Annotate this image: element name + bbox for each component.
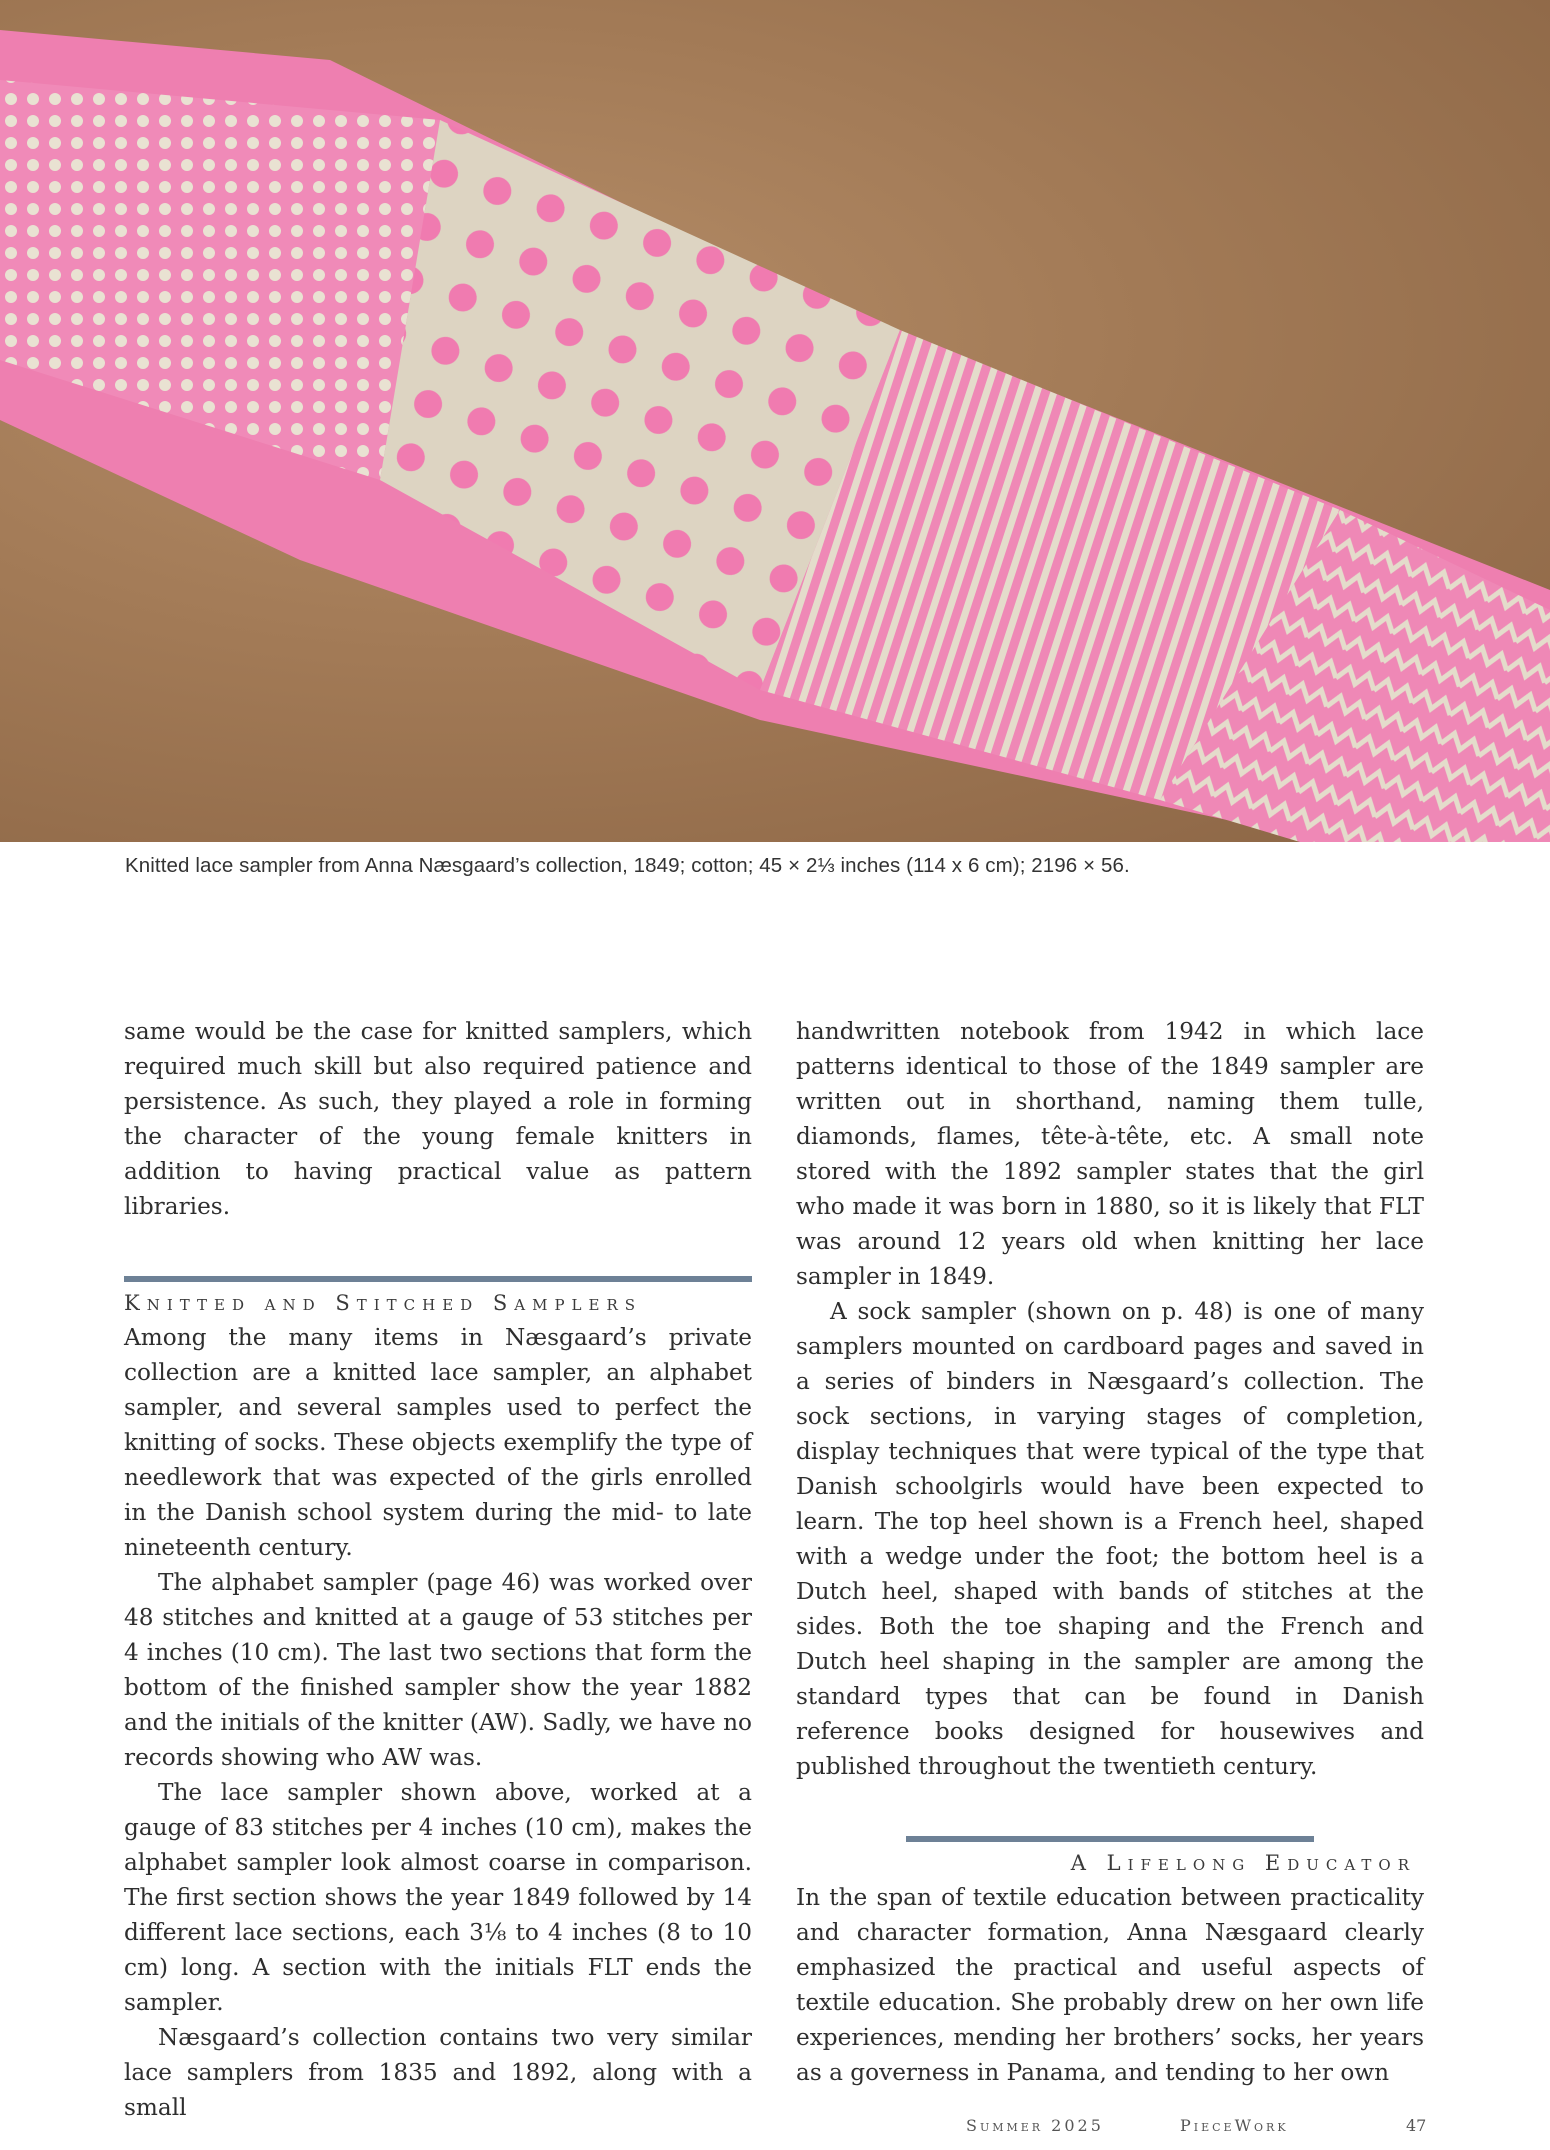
body-paragraph: In the span of textile education between practicality and character formation, Anna Næsgaard clearly emphasized the practical and useful aspects of textile education. She probably drew on her own life experiences, mending her brothers’ socks, her years as a governess in Panama, and tending to her own [796,1884,1424,2086]
body-paragraph: Næsgaard’s collection contains two very similar lace samplers from 1835 and 1892, along with a small [124,2024,752,2121]
section-rule [906,1836,1314,1842]
section-rule [124,1276,752,1282]
body-paragraph: A sock sampler (shown on p. 48) is one of many samplers mounted on cardboard pages and saved in a series of binders in Næsgaard’s collection. The sock sections, in varying stages of completion, display techniques that were typical of the type that Danish schoolgirls would have been expected to learn. The top heel shown is a French heel, shaped with a wedge under the foot; the bottom heel is a Dutch heel, shaped with bands of stitches at the sides. Both the toe shaping and the French and Dutch heel shaping in the sampler are among the standard types that can be found in Danish reference books designed for housewives and published throughout the twentieth century. [796,1298,1424,1780]
footer-magazine: PieceWork [1180,2116,1289,2135]
body-paragraph: handwritten notebook from 1942 in which lace patterns identical to those of the 1849 sampler are written out in shorthand, naming them tulle, diamonds, flames, tête-à-tête, etc. A small note stored with the 1892 sampler states that the girl who made it was born in 1880, so it is likely that FLT was around 12 years old when knitting her lace sampler in 1849. [796,1018,1424,1290]
section-heading-educator: A Lifelong Educator [1070,1851,1416,1875]
section-heading-samplers: Knitted and Stitched Samplers [124,1291,643,1315]
footer-season: Summer 2025 [966,2116,1104,2135]
body-paragraph: The lace sampler shown above, worked at a gauge of 83 stitches per 4 inches (10 cm), makes the alphabet sampler look almost coarse in comparison. The first section shows the year 1849 followed by 14 different lace sections, each 3⅛ to 4 inches (8 to 10 cm) long. A section with the initials FLT ends the sampler. [124,1779,752,2016]
sampler-photo [0,0,1550,842]
sampler-illustration [0,0,1550,842]
body-paragraph: The alphabet sampler (page 46) was worked over 48 stitches and knitted at a gauge of 53 stitches per 4 inches (10 cm). The last two sections that form the bottom of the finished sampler show the year 1882 and the initials of the knitter (AW). Sadly, we have no records showing who AW was. [124,1569,752,1771]
left-column [124,1014,752,2125]
intro-paragraph: same would be the case for knitted samplers, which required much skill but also required patience and persistence. As such, they played a role in forming the character of the young female knitters in addition to having practical value as pattern libraries. [124,1018,752,1220]
photo-caption: Knitted lace sampler from Anna Næsgaard’s collection, 1849; cotton; 45 × 2⅓ inches (114 x 6 cm); 2196 × 56. [125,854,1130,877]
right-column [796,1014,1424,2090]
page-number: 47 [1406,2116,1427,2135]
body-paragraph: Among the many items in Næsgaard’s private collection are a knitted lace sampler, an alphabet sampler, and several samples used to perfect the knitting of socks. These objects exemplify the type of needlework that was expected of the girls enrolled in the Danish school system during the mid- to late nineteenth century. [124,1324,752,1561]
